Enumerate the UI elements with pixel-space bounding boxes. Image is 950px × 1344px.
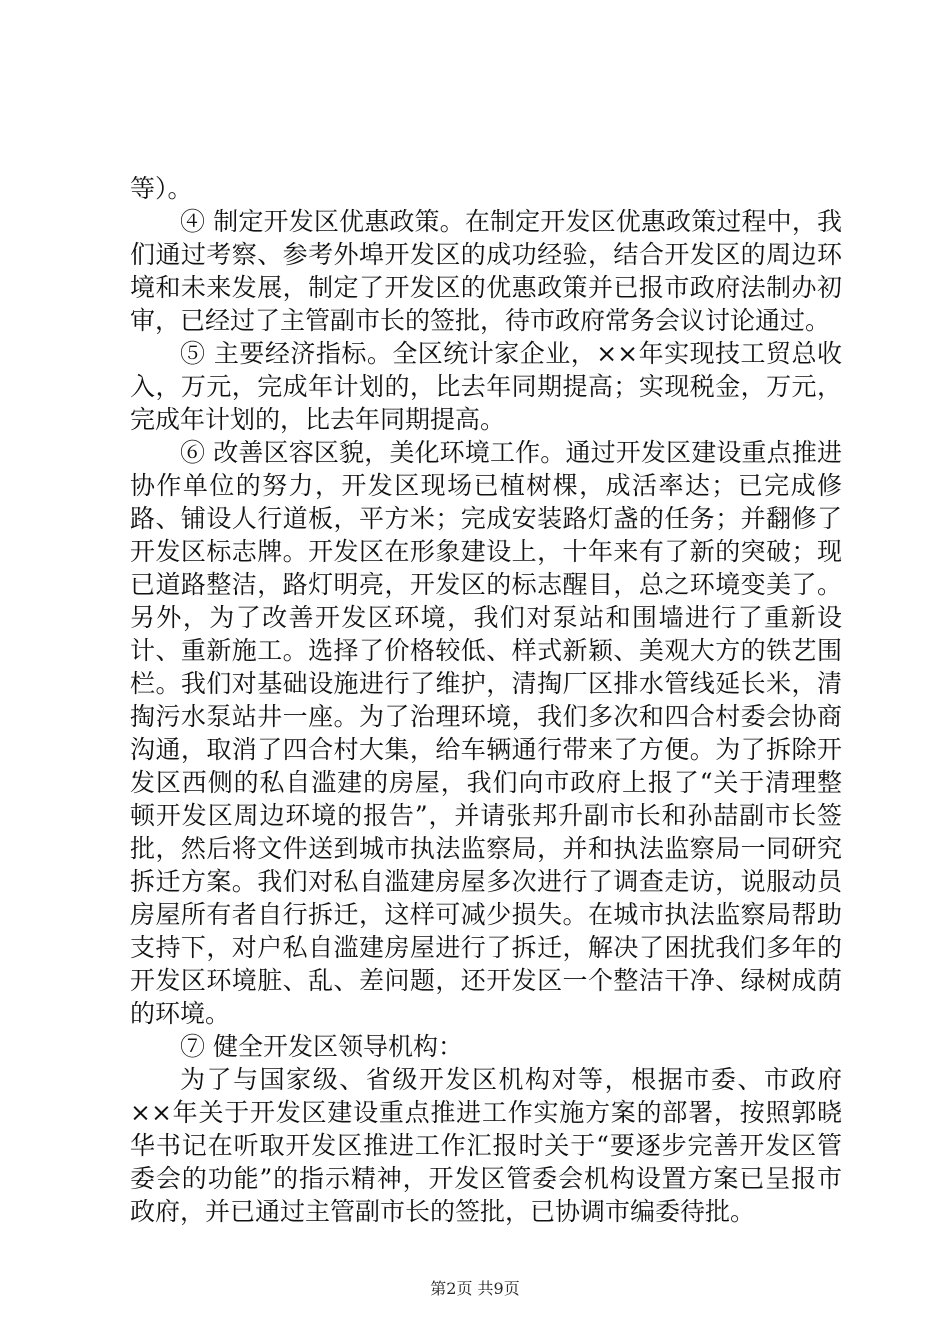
paragraph-item-6: ⑥ 改善区容区貌，美化环境工作。通过开发区建设重点推进协作单位的努力，开发区现场已植树棵，成活率达；已完成修路、铺设人行道板，平方米；完成安装路灯盏的任务；并翻修了开发区标志牌。开发区在形象建设上，十年来有了新的突破；现已道路整洁，路灯明亮，开发区的标志醒目，总之环境变美了。另外，为了改善开发区环境，我们对泵站和围墙进行了重新设计、重新施工。选择了价格较低、样式新颖、美观大方的铁艺围栏。我们对基础设施进行了维护，清掏厂区排水管线延长米，清掏污水泵站井一座。为了治理环境，我们多次和四合村委会协商沟通，取消了四合村大集，给车辆通行带来了方便。为了拆除开发区西侧的私自滥建的房屋，我们向市政府上报了“关于清理整顿开发区周边环境的报告”，并请张邦升副市长和孙喆副市长签批，然后将文件送到城市执法监察局，并和执法监察局一同研究拆迁方案。我们对私自滥建房屋多次进行了调查走访，说服动员房屋所有者自行拆迁，这样可减少损失。在城市执法监察局帮助支持下，对户私自滥建房屋进行了拆迁，解决了困扰我们多年的开发区环境脏、乱、差问题，还开发区一个整洁干净、绿树成荫的环境。 — [130, 438, 842, 1028]
page-number-footer: 第2页 共9页 — [430, 1279, 520, 1298]
paragraph-item-7-heading: ⑦ 健全开发区领导机构： — [180, 1032, 463, 1061]
paragraph-item-7-body: 为了与国家级、省级开发区机构对等，根据市委、市政府××年关于开发区建设重点推进工作实施方案的部署，按照郭晓华书记在听取开发区推进工作汇报时关于“要逐步完善开发区管委会的功能”的指示精神，开发区管委会机构设置方案已呈报市政府，并已通过主管副市长的签批，已协调市编委待批。 — [130, 1065, 842, 1226]
body-text — [130, 172, 842, 1228]
paragraph-continuation: 等）。 — [130, 174, 193, 203]
paragraph-item-4: ④ 制定开发区优惠政策。在制定开发区优惠政策过程中，我们通过考察、参考外埠开发区的成功经验，结合开发区的周边环境和未来发展，制定了开发区的优惠政策并已报市政府法制办初审，已经过了主管副市长的签批，待市政府常务会议讨论通过。 — [130, 207, 842, 335]
paragraph-item-5: ⑤ 主要经济指标。全区统计家企业，××年实现技工贸总收入，万元，完成年计划的，比去年同期提高；实现税金，万元，完成年计划的，比去年同期提高。 — [130, 339, 842, 434]
